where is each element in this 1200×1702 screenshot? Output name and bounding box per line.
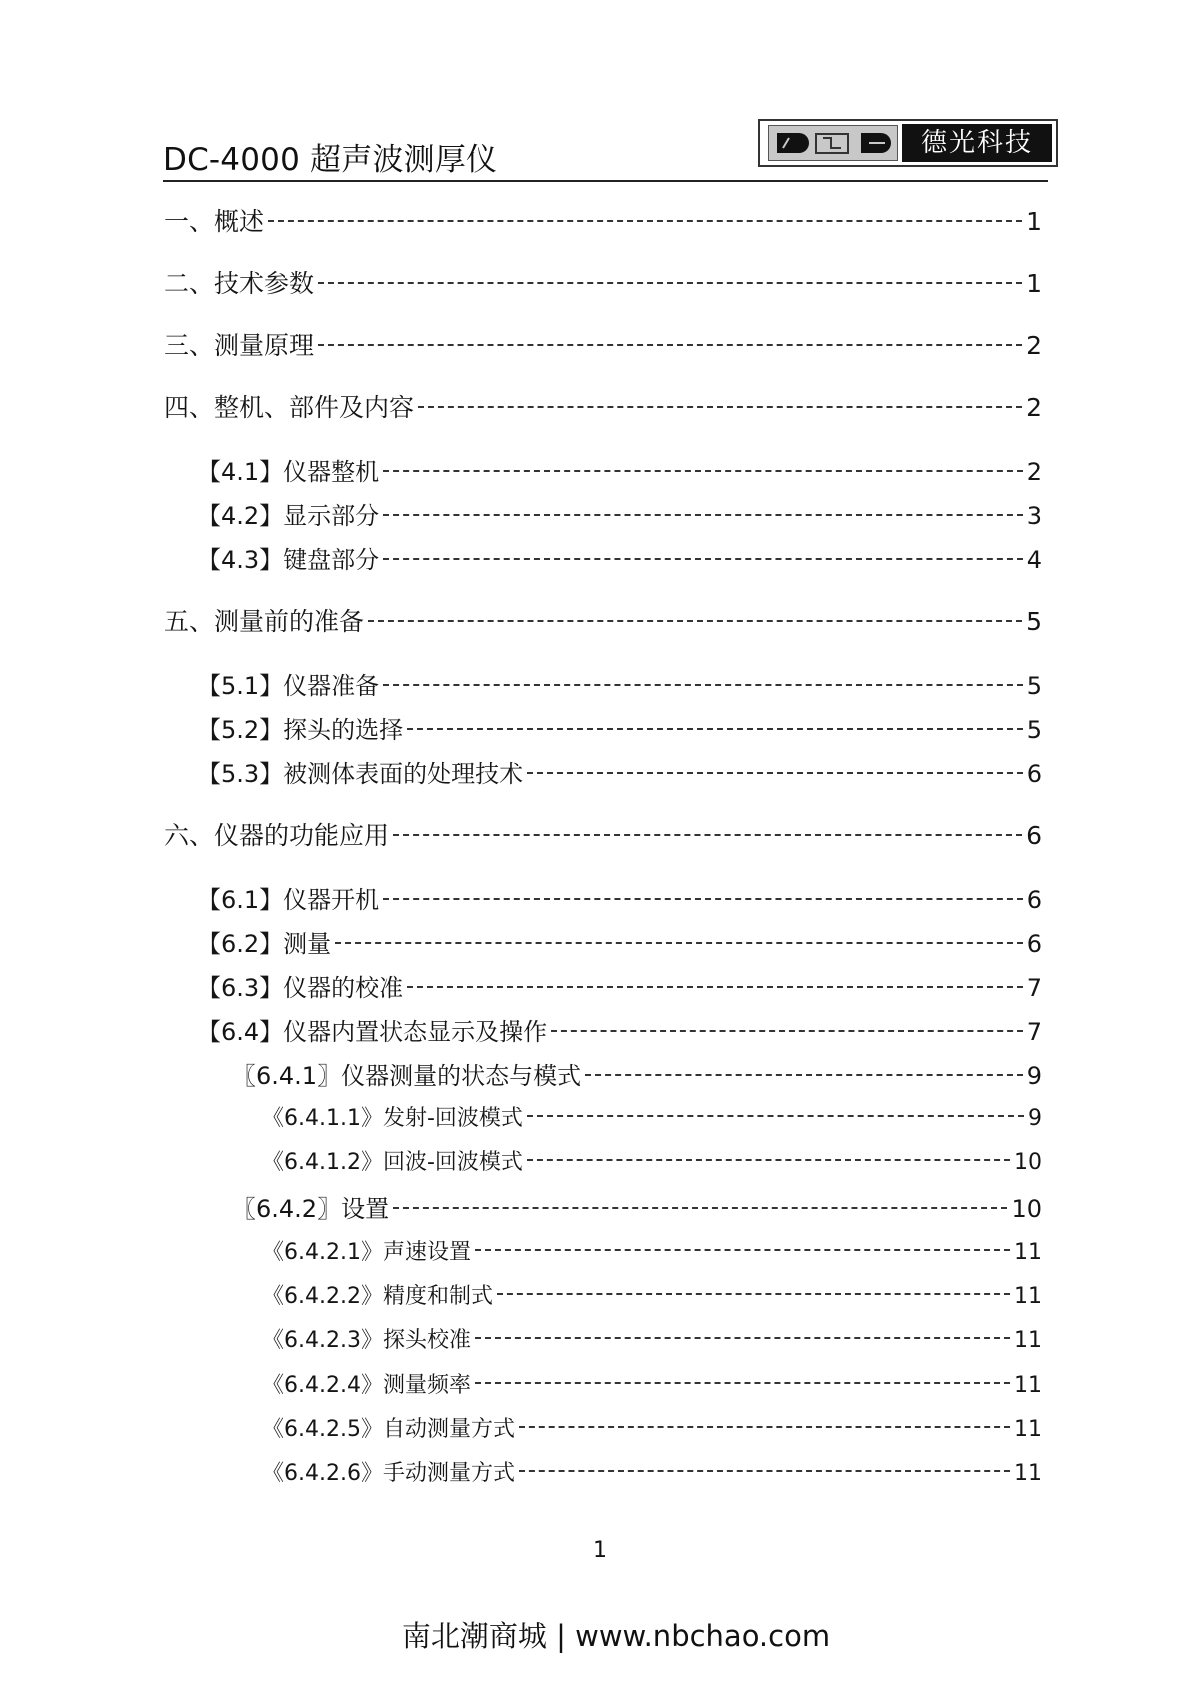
toc-entry-label: 【5.2】探头的选择	[197, 716, 404, 744]
toc-entry-page: 7	[1026, 1018, 1042, 1046]
toc-entry-page: 7	[1026, 974, 1042, 1002]
toc-leader	[383, 514, 1023, 516]
toc-entry-page: 11	[1014, 1240, 1042, 1265]
toc-entry-label: 《6.4.2.1》声速设置	[262, 1240, 471, 1265]
toc-entry-page: 6	[1026, 760, 1042, 788]
toc-leader	[407, 728, 1023, 730]
toc-entry[interactable]	[232, 1056, 1042, 1091]
toc-entry[interactable]	[262, 1101, 1042, 1132]
toc-entry-label: 《6.4.2.4》测量频率	[262, 1373, 471, 1398]
toc-entry[interactable]	[262, 1145, 1042, 1176]
toc-entry-page: 11	[1014, 1373, 1042, 1398]
toc-entry-page: 5	[1026, 607, 1042, 636]
page-header	[163, 122, 1048, 182]
toc-entry-page: 6	[1026, 821, 1042, 850]
toc-entry-page: 2	[1026, 331, 1042, 360]
toc-entry-page: 11	[1014, 1417, 1042, 1442]
page-number: 1	[593, 1538, 607, 1563]
toc-entry-label: 【6.2】测量	[197, 930, 332, 958]
toc-leader	[551, 1030, 1023, 1032]
company-logo	[758, 119, 1058, 167]
toc-entry-label: 二、技术参数	[164, 269, 315, 298]
toc-entry-label: 《6.4.2.6》手动测量方式	[262, 1461, 515, 1486]
toc-entry-label: 五、测量前的准备	[164, 607, 365, 636]
toc-entry-label: 【5.3】被测体表面的处理技术	[197, 760, 524, 788]
toc-entry-page: 4	[1026, 546, 1042, 574]
toc-entry-page: 5	[1026, 672, 1042, 700]
toc-entry-page: 5	[1026, 716, 1042, 744]
toc-entry-page: 1	[1026, 269, 1042, 298]
toc-entry[interactable]	[197, 496, 1042, 531]
toc-entry[interactable]	[164, 816, 1042, 852]
toc-entry[interactable]	[164, 388, 1042, 424]
toc-entry-label: 【4.1】仪器整机	[197, 458, 380, 486]
dgd-logo-mark-icon	[768, 125, 898, 161]
toc-entry[interactable]	[262, 1279, 1042, 1310]
toc-entry[interactable]	[197, 924, 1042, 959]
toc-leader	[335, 942, 1023, 944]
logo-company-name: 德光科技	[902, 124, 1052, 162]
toc-entry[interactable]	[197, 968, 1042, 1003]
toc-leader	[527, 772, 1023, 774]
toc-entry[interactable]	[197, 710, 1042, 745]
toc-entry-label: 三、测量原理	[164, 331, 315, 360]
toc-entry-page: 9	[1028, 1106, 1042, 1131]
toc-entry-page: 6	[1026, 930, 1042, 958]
toc-leader	[497, 1293, 1010, 1295]
toc-entry-page: 11	[1014, 1461, 1042, 1486]
toc-entry-label: 【6.1】仪器开机	[197, 886, 380, 914]
toc-leader	[318, 282, 1022, 284]
toc-leader	[383, 470, 1023, 472]
toc-leader	[527, 1115, 1024, 1117]
toc-entry[interactable]	[262, 1368, 1042, 1399]
toc-leader	[585, 1074, 1023, 1076]
toc-entry-label: 四、整机、部件及内容	[164, 393, 415, 422]
toc-entry-label: 【5.1】仪器准备	[197, 672, 380, 700]
toc-entry-label: 一、概述	[164, 207, 265, 236]
toc-entry-page: 2	[1026, 393, 1042, 422]
toc-entry-page: 10	[1011, 1195, 1042, 1223]
toc-leader	[475, 1382, 1010, 1384]
toc-entry-label: 《6.4.2.5》自动测量方式	[262, 1417, 515, 1442]
toc-entry[interactable]	[164, 326, 1042, 362]
toc-leader	[475, 1337, 1010, 1339]
toc-entry-label: 《6.4.1.1》发射-回波模式	[262, 1106, 523, 1131]
toc-leader	[318, 344, 1022, 346]
toc-entry[interactable]	[232, 1189, 1042, 1224]
toc-entry-label: 《6.4.2.3》探头校准	[262, 1328, 471, 1353]
toc-entry[interactable]	[164, 202, 1042, 238]
toc-entry[interactable]	[164, 602, 1042, 638]
toc-leader	[519, 1470, 1010, 1472]
toc-entry[interactable]	[197, 540, 1042, 575]
toc-entry[interactable]	[164, 264, 1042, 300]
toc-entry-label: 《6.4.2.2》精度和制式	[262, 1284, 493, 1309]
toc-entry[interactable]	[197, 1012, 1042, 1047]
toc-leader	[407, 986, 1023, 988]
toc-entry[interactable]	[262, 1456, 1042, 1487]
toc-leader	[519, 1426, 1010, 1428]
toc-entry-page: 1	[1026, 207, 1042, 236]
toc-entry-label: 【6.4】仪器内置状态显示及操作	[197, 1018, 548, 1046]
toc-entry[interactable]	[197, 754, 1042, 789]
toc-entry-page: 3	[1026, 502, 1042, 530]
document-title: DC-4000 超声波测厚仪	[163, 142, 498, 178]
footer-watermark: 南北潮商城 | www.nbchao.com	[401, 1619, 831, 1653]
toc-entry-label: 〖6.4.1〗仪器测量的状态与模式	[232, 1062, 582, 1090]
toc-entry-label: 【4.3】键盘部分	[197, 546, 380, 574]
toc-entry-page: 9	[1026, 1062, 1042, 1090]
toc-entry[interactable]	[262, 1323, 1042, 1354]
toc-leader	[383, 684, 1023, 686]
toc-entry-page: 11	[1014, 1328, 1042, 1353]
toc-leader	[475, 1249, 1010, 1251]
toc-entry[interactable]	[197, 880, 1042, 915]
toc-entry-page: 2	[1026, 458, 1042, 486]
toc-leader	[268, 220, 1022, 222]
toc-leader	[393, 834, 1022, 836]
toc-entry-page: 11	[1014, 1284, 1042, 1309]
toc-leader	[418, 406, 1022, 408]
toc-entry-label: 【6.3】仪器的校准	[197, 974, 404, 1002]
toc-entry[interactable]	[197, 452, 1042, 487]
toc-entry-page: 6	[1026, 886, 1042, 914]
toc-leader	[527, 1159, 1010, 1161]
toc-leader	[368, 620, 1022, 622]
toc-leader	[383, 898, 1023, 900]
toc-entry[interactable]	[262, 1412, 1042, 1443]
toc-entry-label: 〖6.4.2〗设置	[232, 1195, 390, 1223]
toc-leader	[383, 558, 1023, 560]
toc-entry-label: 六、仪器的功能应用	[164, 821, 390, 850]
toc-entry-label: 【4.2】显示部分	[197, 502, 380, 530]
toc-entry-page: 10	[1014, 1150, 1042, 1175]
toc-leader	[393, 1207, 1007, 1209]
toc-entry[interactable]	[262, 1235, 1042, 1266]
toc-entry[interactable]	[197, 666, 1042, 701]
toc-entry-label: 《6.4.1.2》回波-回波模式	[262, 1150, 523, 1175]
